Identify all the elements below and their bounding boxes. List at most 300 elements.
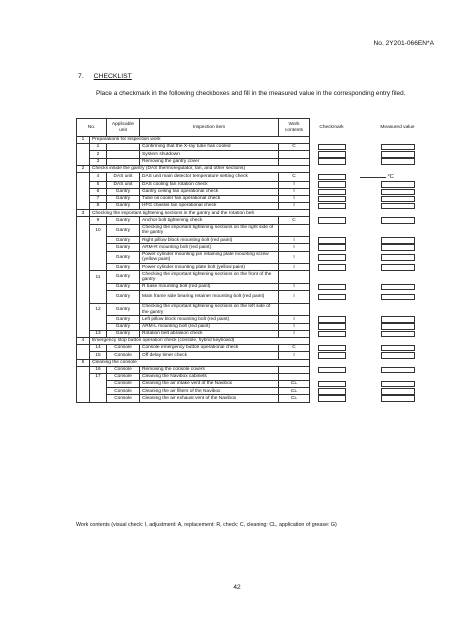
applicable-unit: Gantry xyxy=(107,303,140,316)
measured-value-cell xyxy=(354,323,442,330)
checkmark-box[interactable] xyxy=(318,237,346,243)
row-margin xyxy=(77,352,90,359)
header-work-contents: Work contents xyxy=(279,119,310,137)
inspection-item: Left pillow block mounting bolt (red paint) xyxy=(140,316,279,323)
checkmark-box[interactable] xyxy=(318,316,346,322)
section-number: 2 xyxy=(77,165,90,172)
item-number: 11 xyxy=(90,271,107,284)
item-number: 1 xyxy=(90,144,107,151)
checkmark-box[interactable] xyxy=(318,345,346,351)
measured-value-cell xyxy=(354,303,442,316)
measured-value-cell xyxy=(354,345,442,352)
applicable-unit xyxy=(107,158,140,165)
table-row xyxy=(77,316,442,323)
measured-value-box[interactable] xyxy=(381,244,415,250)
measured-value-box[interactable] xyxy=(381,316,415,322)
work-contents: CL xyxy=(279,381,310,388)
checkmark-cell xyxy=(310,144,354,151)
applicable-unit: Gantry xyxy=(107,188,140,195)
document-number: No. 2Y201-066EN*A xyxy=(373,40,434,47)
empty-cell xyxy=(310,337,354,344)
checkmark-box[interactable] xyxy=(318,196,346,202)
celsius-unit: °C xyxy=(387,174,394,181)
section-number: 4 xyxy=(77,337,90,344)
item-number: 7 xyxy=(90,195,107,202)
row-margin xyxy=(77,264,90,271)
work-contents: I xyxy=(279,323,310,330)
applicable-unit: Gantry xyxy=(107,224,140,237)
item-number xyxy=(90,284,107,291)
measured-value-box[interactable] xyxy=(381,203,415,209)
item-number xyxy=(90,316,107,323)
applicable-unit: Console xyxy=(107,366,140,373)
intro-text: Place a checkmark in the following checkboxes and fill in the measured value in the corresponding entry filed. xyxy=(96,90,406,97)
row-margin xyxy=(77,291,90,304)
checkmark-cell xyxy=(310,237,354,244)
row-margin xyxy=(77,373,90,380)
measured-value-cell xyxy=(354,237,442,244)
row-margin xyxy=(77,224,90,237)
checkmark-cell xyxy=(310,352,354,359)
measured-value-cell xyxy=(354,151,442,158)
checkmark-cell xyxy=(310,381,354,388)
checklist-table xyxy=(76,118,442,403)
checkmark-box[interactable] xyxy=(318,174,346,180)
checkmark-cell xyxy=(310,151,354,158)
measured-value-cell xyxy=(354,181,442,188)
row-margin xyxy=(77,366,90,373)
inspection-item: Removing the gantry cover xyxy=(140,158,279,165)
measured-value-box[interactable] xyxy=(381,264,415,270)
measured-value-cell xyxy=(354,352,442,359)
checkmark-cell xyxy=(310,303,354,316)
work-contents: CL xyxy=(279,395,310,402)
work-contents: I xyxy=(279,352,310,359)
item-number xyxy=(90,323,107,330)
work-contents xyxy=(279,271,310,284)
section-number: 7. xyxy=(78,73,84,80)
section-title: Cleaning the console xyxy=(90,359,310,366)
table-row xyxy=(77,158,442,165)
checkmark-box[interactable] xyxy=(318,244,346,250)
table-row xyxy=(77,181,442,188)
row-margin xyxy=(77,345,90,352)
measured-value-box[interactable] xyxy=(381,189,415,195)
section-row xyxy=(77,165,442,172)
checkmark-cell xyxy=(310,291,354,304)
checkmark-cell xyxy=(310,330,354,337)
item-number xyxy=(90,264,107,271)
work-contents-legend: Work contents (visual check: I, adjustment: A, replacement: R, check: C, cleaning: CL, application of grease: G) xyxy=(76,522,337,528)
inspection-item: System shutdown xyxy=(140,151,279,158)
checkmark-box[interactable] xyxy=(318,381,346,387)
checkmark-box[interactable] xyxy=(318,395,346,401)
checkmark-box[interactable] xyxy=(318,151,346,157)
measured-value-cell xyxy=(354,291,442,304)
measured-value-box[interactable] xyxy=(381,196,415,202)
section-row xyxy=(77,337,442,344)
checkmark-cell xyxy=(310,323,354,330)
measured-value-cell xyxy=(354,366,442,373)
table-row xyxy=(77,373,442,380)
checkmark-box[interactable] xyxy=(318,352,346,358)
item-number xyxy=(90,251,107,264)
measured-value-cell xyxy=(354,264,442,271)
measured-value-box[interactable] xyxy=(381,237,415,243)
row-margin xyxy=(77,271,90,284)
row-margin xyxy=(77,217,90,224)
table-row xyxy=(77,345,442,352)
checkmark-box[interactable] xyxy=(318,284,346,290)
measured-value-box[interactable] xyxy=(381,323,415,329)
empty-cell xyxy=(354,165,442,172)
inspection-item: Rotation belt abrasion check xyxy=(140,330,279,337)
row-margin xyxy=(77,316,90,323)
section-title: Emergency stop button operation check (console, hybrid keyboard) xyxy=(90,337,310,344)
item-number: 16 xyxy=(90,366,107,373)
table-row xyxy=(77,151,442,158)
checkmark-cell xyxy=(310,181,354,188)
inspection-item: Checking the important tightening sections on the front of the gantry xyxy=(140,271,279,284)
checkmark-box[interactable] xyxy=(318,323,346,329)
work-contents: I xyxy=(279,195,310,202)
measured-value-cell xyxy=(354,381,442,388)
work-contents: I xyxy=(279,237,310,244)
table-row xyxy=(77,388,442,395)
work-contents xyxy=(279,224,310,237)
checkmark-box[interactable] xyxy=(318,189,346,195)
section-heading xyxy=(78,73,132,80)
applicable-unit: Console xyxy=(107,395,140,402)
empty-cell xyxy=(310,210,354,217)
empty-cell xyxy=(310,165,354,172)
measured-value-cell xyxy=(354,224,442,237)
applicable-unit: Console xyxy=(107,345,140,352)
table-row xyxy=(77,303,442,316)
work-contents xyxy=(279,373,310,380)
row-margin xyxy=(77,244,90,251)
table-row xyxy=(77,224,442,237)
table-header-row xyxy=(77,119,442,137)
measured-value-box[interactable] xyxy=(381,345,415,351)
work-contents: I xyxy=(279,244,310,251)
work-contents xyxy=(279,151,310,158)
item-number: 5 xyxy=(90,181,107,188)
applicable-unit: Gantry xyxy=(107,251,140,264)
measured-value-cell xyxy=(354,373,442,380)
header-checkmark: Checkmark xyxy=(319,124,344,130)
applicable-unit: Gantry xyxy=(107,237,140,244)
measured-value-box[interactable] xyxy=(381,294,415,300)
section-number: 3 xyxy=(77,210,90,217)
measured-value-cell xyxy=(354,284,442,291)
table-row xyxy=(77,271,442,284)
row-margin xyxy=(77,251,90,264)
empty-cell xyxy=(354,337,442,344)
checkmark-cell xyxy=(310,373,354,380)
row-margin xyxy=(77,172,90,181)
table-row xyxy=(77,395,442,402)
section-title: CHECKLIST xyxy=(93,73,132,80)
work-contents: C xyxy=(279,345,310,352)
applicable-unit: Gantry xyxy=(107,264,140,271)
measured-value-cell xyxy=(354,217,442,224)
checkmark-box[interactable] xyxy=(318,388,346,394)
empty-cell xyxy=(354,210,442,217)
checkmark-box[interactable] xyxy=(318,331,346,337)
applicable-unit: Gantry xyxy=(107,217,140,224)
checkmark-cell xyxy=(310,264,354,271)
table-row xyxy=(77,366,442,373)
inspection-item: R base mounting bolt (red paint) xyxy=(140,284,279,291)
work-contents xyxy=(279,366,310,373)
row-margin xyxy=(77,381,90,388)
row-margin xyxy=(77,144,90,151)
checkmark-box[interactable] xyxy=(318,144,346,150)
row-margin xyxy=(77,303,90,316)
measured-value-cell xyxy=(354,330,442,337)
row-margin xyxy=(77,151,90,158)
row-margin xyxy=(77,203,90,210)
applicable-unit: Console xyxy=(107,381,140,388)
table-row xyxy=(77,323,442,330)
item-number: 12 xyxy=(90,303,107,316)
work-contents: I xyxy=(279,203,310,210)
checkmark-cell xyxy=(310,244,354,251)
item-number xyxy=(90,381,107,388)
measured-value-box[interactable] xyxy=(381,388,415,394)
measured-value-box[interactable] xyxy=(381,254,415,260)
item-number: 4 xyxy=(90,172,107,181)
measured-value-cell xyxy=(354,244,442,251)
inspection-item: DAS unit main detector temperature setting check xyxy=(140,172,279,181)
applicable-unit: Gantry xyxy=(107,284,140,291)
inspection-item: Removing the console covers xyxy=(140,366,279,373)
measured-value-box[interactable] xyxy=(381,158,415,164)
item-number: 8 xyxy=(90,203,107,210)
work-contents: I xyxy=(279,291,310,304)
header-no: No. xyxy=(77,119,107,137)
row-margin xyxy=(77,330,90,337)
inspection-item: DAS cooling fan rotation check xyxy=(140,181,279,188)
table-row xyxy=(77,217,442,224)
row-margin xyxy=(77,158,90,165)
checkmark-box[interactable] xyxy=(318,264,346,270)
inspection-item: Cleaning the air exhaust vent of the Navibox xyxy=(140,395,279,402)
table-row xyxy=(77,264,442,271)
table-row xyxy=(77,188,442,195)
measured-value-cell xyxy=(354,144,442,151)
applicable-unit: Gantry xyxy=(107,271,140,284)
work-contents: C xyxy=(279,172,310,181)
page-number: 42 xyxy=(233,584,241,591)
item-number: 15 xyxy=(90,352,107,359)
checkmark-cell xyxy=(310,345,354,352)
item-number: 14 xyxy=(90,345,107,352)
work-contents: I xyxy=(279,316,310,323)
measured-value-cell xyxy=(354,388,442,395)
inspection-item: Cleaning the Navibox cabinets xyxy=(140,373,279,380)
table-row xyxy=(77,195,442,202)
checkmark-cell xyxy=(310,158,354,165)
checkmark-box[interactable] xyxy=(318,367,346,373)
work-contents: I xyxy=(279,284,310,291)
work-contents: CL xyxy=(279,388,310,395)
table-row xyxy=(77,284,442,291)
section-title: Checking the important tightening sections in the gantry and the rotation belt xyxy=(90,210,310,217)
work-contents: I xyxy=(279,330,310,337)
row-margin xyxy=(77,237,90,244)
checkmark-box[interactable] xyxy=(318,294,346,300)
table-row xyxy=(77,251,442,264)
measured-value-box[interactable] xyxy=(381,381,415,387)
work-contents: I xyxy=(279,251,310,264)
measured-value-cell xyxy=(354,203,442,210)
section-title: Checks inside the gantry (DAS thermoregulator, fan, and other sections) xyxy=(90,165,310,172)
item-number xyxy=(90,395,107,402)
inspection-item: Power cylinder mounting plate bolt (yellow paint) xyxy=(140,264,279,271)
measured-value-cell xyxy=(354,395,442,402)
item-number: 17 xyxy=(90,373,107,380)
applicable-unit: DAS unit xyxy=(107,172,140,181)
row-margin xyxy=(77,395,90,402)
measured-value-box[interactable] xyxy=(381,284,415,290)
applicable-unit xyxy=(107,144,140,151)
inspection-item: Gantry ceiling fan operational check xyxy=(140,188,279,195)
measured-value-box[interactable] xyxy=(381,151,415,157)
header-applicable-unit: Applicable unit xyxy=(107,119,140,137)
item-number xyxy=(90,237,107,244)
measured-value-box[interactable] xyxy=(381,181,415,187)
checkmark-cell xyxy=(310,251,354,264)
checkmark-cell xyxy=(310,388,354,395)
checkmark-cell xyxy=(310,172,354,181)
measured-value-box[interactable] xyxy=(381,352,415,358)
inspection-item: HFG chassis fan operational check xyxy=(140,203,279,210)
measured-value-box[interactable] xyxy=(381,367,415,373)
inspection-item: Cleaning the air filters of the Navibox xyxy=(140,388,279,395)
checkmark-cell xyxy=(310,217,354,224)
checkmark-cell xyxy=(310,284,354,291)
measured-value-cell xyxy=(354,251,442,264)
measured-value-cell xyxy=(354,316,442,323)
applicable-unit: Console xyxy=(107,352,140,359)
row-margin xyxy=(77,284,90,291)
inspection-item: Console emergency button operational check xyxy=(140,345,279,352)
section-title: Preparations for inspection work xyxy=(90,137,310,144)
measured-value-cell xyxy=(354,271,442,284)
checkmark-box[interactable] xyxy=(318,254,346,260)
applicable-unit: Gantry xyxy=(107,244,140,251)
applicable-unit: Console xyxy=(107,388,140,395)
inspection-item: Power cylinder mounting pin retaining plate mounting screw (yellow paint) xyxy=(140,251,279,264)
inspection-item: Main frame side bearing retainer mounting bolt (red paint) xyxy=(140,291,279,304)
row-margin xyxy=(77,181,90,188)
inspection-item: Cleaning the air intake vent of the Navibox xyxy=(140,381,279,388)
applicable-unit: DAS unit xyxy=(107,181,140,188)
checkmark-box[interactable] xyxy=(318,181,346,187)
measured-value-cell xyxy=(354,172,442,181)
work-contents: I xyxy=(279,264,310,271)
header-inspection-item: Inspection item xyxy=(140,119,279,137)
empty-cell xyxy=(310,359,354,366)
measured-value-box[interactable] xyxy=(381,217,415,223)
empty-cell xyxy=(354,137,442,144)
applicable-unit: Gantry xyxy=(107,203,140,210)
work-contents: I xyxy=(279,188,310,195)
checkmark-box[interactable] xyxy=(318,203,346,209)
checklist-body xyxy=(77,137,442,403)
applicable-unit: Gantry xyxy=(107,291,140,304)
inspection-item: Off delay timer check xyxy=(140,352,279,359)
section-number: 1 xyxy=(77,137,90,144)
applicable-unit: Gantry xyxy=(107,316,140,323)
measured-value-cell xyxy=(354,158,442,165)
applicable-unit: Gantry xyxy=(107,323,140,330)
section-row xyxy=(77,137,442,144)
item-number: 13 xyxy=(90,330,107,337)
checkmark-cell xyxy=(310,271,354,284)
measured-value-box[interactable] xyxy=(381,144,415,150)
table-row xyxy=(77,203,442,210)
inspection-item: Right pillow block mounting bolt (red paint) xyxy=(140,237,279,244)
applicable-unit xyxy=(107,151,140,158)
item-number: 6 xyxy=(90,188,107,195)
table-row xyxy=(77,244,442,251)
inspection-item: Checking the important tightening sections on the right side of the gantry xyxy=(140,224,279,237)
section-row xyxy=(77,210,442,217)
row-margin xyxy=(77,188,90,195)
item-number: 9 xyxy=(90,217,107,224)
inspection-item: Checking the important tightening sections on the left side of the gantry xyxy=(140,303,279,316)
inspection-item: ARM-L mounting bolt (red paint) xyxy=(140,323,279,330)
inspection-item: Anchor bolt tightening check xyxy=(140,217,279,224)
checkmark-box[interactable] xyxy=(318,158,346,164)
checkmark-cell xyxy=(310,195,354,202)
checkmark-cell xyxy=(310,203,354,210)
section-number: 5 xyxy=(77,359,90,366)
applicable-unit: Gantry xyxy=(107,195,140,202)
row-margin xyxy=(77,388,90,395)
measured-value-box[interactable] xyxy=(381,331,415,337)
work-contents xyxy=(279,303,310,316)
measured-value-box[interactable] xyxy=(381,395,415,401)
table-row xyxy=(77,144,442,151)
measured-value-field[interactable] xyxy=(360,172,386,178)
row-margin xyxy=(77,195,90,202)
inspection-item: ARM-R mounting bolt (red paint) xyxy=(140,244,279,251)
empty-cell xyxy=(354,359,442,366)
empty-cell xyxy=(310,137,354,144)
table-row xyxy=(77,291,442,304)
work-contents: C xyxy=(279,144,310,151)
item-number: 10 xyxy=(90,224,107,237)
table-row xyxy=(77,352,442,359)
table-row xyxy=(77,237,442,244)
checkmark-cell xyxy=(310,366,354,373)
table-row xyxy=(77,330,442,337)
checkmark-cell xyxy=(310,188,354,195)
header-measured-value: Measured value xyxy=(380,124,415,130)
checkmark-cell xyxy=(310,224,354,237)
applicable-unit: Console xyxy=(107,373,140,380)
work-contents: C xyxy=(279,217,310,224)
checkmark-box[interactable] xyxy=(318,217,346,223)
item-number xyxy=(90,244,107,251)
inspection-item: Tube oil cooler fan operational check xyxy=(140,195,279,202)
checkmark-cell xyxy=(310,395,354,402)
work-contents xyxy=(279,158,310,165)
